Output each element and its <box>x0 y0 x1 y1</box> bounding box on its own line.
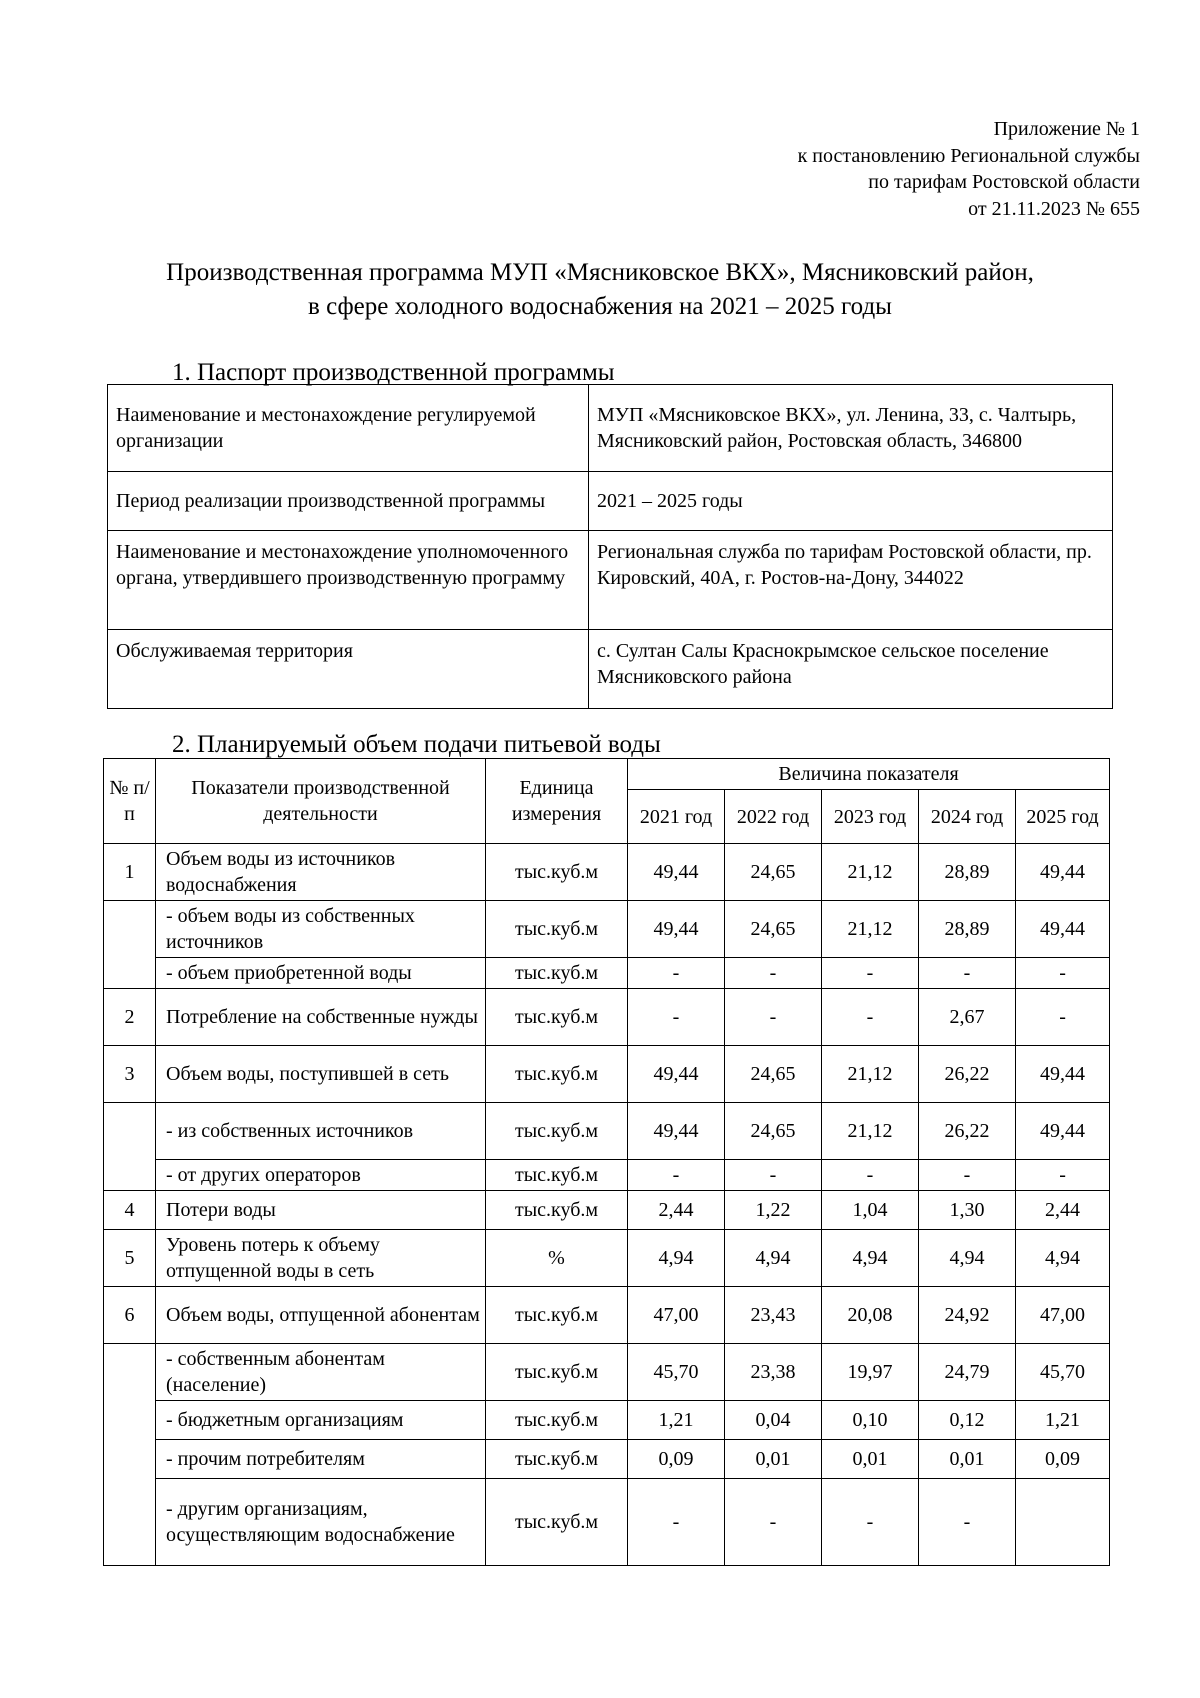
passport-label: Обслуживаемая территория <box>108 630 589 709</box>
row-value: - <box>725 958 822 989</box>
row-value: - <box>725 1479 822 1566</box>
row-value: - <box>919 1160 1016 1191</box>
row-value: 0,04 <box>725 1401 822 1440</box>
row-unit: тыс.куб.м <box>486 1103 628 1160</box>
table-header-row <box>104 759 1110 790</box>
passport-table <box>107 384 1113 709</box>
header-year: 2025 год <box>1016 790 1110 844</box>
row-value: - <box>822 958 919 989</box>
document-title <box>90 256 1110 324</box>
passport-label: Наименование и местонахождение уполномоченного органа, утвердившего производственную программу <box>108 531 589 630</box>
row-value: 4,94 <box>725 1230 822 1287</box>
row-value: - <box>822 989 919 1046</box>
header-unit: Единица измерения <box>486 759 628 844</box>
water-volume-table <box>103 758 1110 1566</box>
row-value: 4,94 <box>628 1230 725 1287</box>
row-value: 24,65 <box>725 844 822 901</box>
row-value: 49,44 <box>1016 1046 1110 1103</box>
row-indicator: - другим организациям, осуществляющим водоснабжение <box>156 1479 486 1566</box>
row-value: 49,44 <box>628 1046 725 1103</box>
row-num <box>104 1103 156 1160</box>
row-value: - <box>628 958 725 989</box>
row-value: - <box>1016 1160 1110 1191</box>
row-num <box>104 958 156 989</box>
row-num <box>104 1440 156 1479</box>
row-value: - <box>919 958 1016 989</box>
row-unit: тыс.куб.м <box>486 1191 628 1230</box>
row-unit: тыс.куб.м <box>486 1479 628 1566</box>
table-row <box>104 1191 1110 1230</box>
row-num: 4 <box>104 1191 156 1230</box>
appendix-header <box>798 116 1140 222</box>
row-value: - <box>725 989 822 1046</box>
row-num <box>104 1344 156 1401</box>
table-row <box>108 472 1113 531</box>
row-value: - <box>628 1160 725 1191</box>
row-indicator: - бюджетным организациям <box>156 1401 486 1440</box>
row-indicator: - собственным абонентам (население) <box>156 1344 486 1401</box>
row-value: 45,70 <box>628 1344 725 1401</box>
row-value: 2,67 <box>919 989 1016 1046</box>
row-value: 49,44 <box>1016 844 1110 901</box>
row-value: 47,00 <box>1016 1287 1110 1344</box>
row-num: 2 <box>104 989 156 1046</box>
row-num: 1 <box>104 844 156 901</box>
table-row <box>104 1230 1110 1287</box>
row-value: 1,30 <box>919 1191 1016 1230</box>
title-line: Производственная программа МУП «Мясниковское ВКХ», Мясниковский район, <box>166 259 1034 286</box>
row-unit: тыс.куб.м <box>486 1344 628 1401</box>
row-value: 24,92 <box>919 1287 1016 1344</box>
header-value-group: Величина показателя <box>628 759 1110 790</box>
row-num: 3 <box>104 1046 156 1103</box>
header-num: № п/ п <box>104 759 156 844</box>
row-indicator: - объем приобретенной воды <box>156 958 486 989</box>
row-value: 0,09 <box>628 1440 725 1479</box>
row-value: 23,43 <box>725 1287 822 1344</box>
table-row <box>108 630 1113 709</box>
row-indicator: - прочим потребителям <box>156 1440 486 1479</box>
table-row <box>104 1103 1110 1160</box>
row-value: 0,12 <box>919 1401 1016 1440</box>
row-value: 49,44 <box>628 1103 725 1160</box>
row-unit: тыс.куб.м <box>486 1401 628 1440</box>
row-value: 0,10 <box>822 1401 919 1440</box>
row-indicator: - от других операторов <box>156 1160 486 1191</box>
row-indicator: Потребление на собственные нужды <box>156 989 486 1046</box>
appendix-line: от 21.11.2023 № 655 <box>968 197 1140 220</box>
table-row <box>104 958 1110 989</box>
row-unit: тыс.куб.м <box>486 901 628 958</box>
row-indicator: - объем воды из собственных источников <box>156 901 486 958</box>
row-value: 0,01 <box>822 1440 919 1479</box>
row-value: - <box>628 989 725 1046</box>
table-row <box>104 1046 1110 1103</box>
row-value: - <box>1016 958 1110 989</box>
header-indicator: Показатели производственной деятельности <box>156 759 486 844</box>
passport-value: с. Султан Салы Краснокрымское сельское поселение Мясниковского района <box>589 630 1113 709</box>
header-year: 2023 год <box>822 790 919 844</box>
appendix-line: к постановлению Региональной службы <box>797 144 1140 167</box>
row-value: 4,94 <box>919 1230 1016 1287</box>
row-unit: тыс.куб.м <box>486 1440 628 1479</box>
row-num: 5 <box>104 1230 156 1287</box>
row-value: 23,38 <box>725 1344 822 1401</box>
table-row <box>104 844 1110 901</box>
row-unit: тыс.куб.м <box>486 1160 628 1191</box>
row-value: 0,09 <box>1016 1440 1110 1479</box>
row-unit: тыс.куб.м <box>486 844 628 901</box>
row-value: 49,44 <box>628 844 725 901</box>
row-num <box>104 901 156 958</box>
row-value: - <box>822 1160 919 1191</box>
row-value: 21,12 <box>822 901 919 958</box>
row-value: 1,21 <box>1016 1401 1110 1440</box>
row-indicator: Объем воды, отпущенной абонентам <box>156 1287 486 1344</box>
row-indicator: - из собственных источников <box>156 1103 486 1160</box>
row-value: 1,04 <box>822 1191 919 1230</box>
row-value: 4,94 <box>822 1230 919 1287</box>
table-row <box>108 531 1113 630</box>
row-value: 28,89 <box>919 844 1016 901</box>
passport-label: Наименование и местонахождение регулируемой организации <box>108 385 589 472</box>
row-value: - <box>1016 989 1110 1046</box>
row-value: - <box>822 1479 919 1566</box>
table-row <box>108 385 1113 472</box>
row-value: 20,08 <box>822 1287 919 1344</box>
row-value: 2,44 <box>1016 1191 1110 1230</box>
table-row <box>104 1401 1110 1440</box>
row-value: 26,22 <box>919 1103 1016 1160</box>
table-row <box>104 1440 1110 1479</box>
table-row <box>104 989 1110 1046</box>
row-value: - <box>725 1160 822 1191</box>
row-value: 0,01 <box>919 1440 1016 1479</box>
row-value: 49,44 <box>628 901 725 958</box>
row-value: 2,44 <box>628 1191 725 1230</box>
passport-value: МУП «Мясниковское ВКХ», ул. Ленина, 33, с. Чалтырь, Мясниковский район, Ростовская область, 346800 <box>589 385 1113 472</box>
header-year: 2024 год <box>919 790 1016 844</box>
row-value: 21,12 <box>822 844 919 901</box>
row-value: - <box>919 1479 1016 1566</box>
row-value: 24,65 <box>725 1046 822 1103</box>
passport-value: Региональная служба по тарифам Ростовской области, пр. Кировский, 40А, г. Ростов-на-Дону, 344022 <box>589 531 1113 630</box>
row-value: 19,97 <box>822 1344 919 1401</box>
row-value <box>1016 1479 1110 1566</box>
row-indicator: Объем воды, поступившей в сеть <box>156 1046 486 1103</box>
row-value: 21,12 <box>822 1103 919 1160</box>
row-unit: % <box>486 1230 628 1287</box>
row-value: 28,89 <box>919 901 1016 958</box>
table-row <box>104 1287 1110 1344</box>
section-2-heading: 2. Планируемый объем подачи питьевой воды <box>172 731 661 758</box>
row-num <box>104 1160 156 1191</box>
row-value: 21,12 <box>822 1046 919 1103</box>
row-unit: тыс.куб.м <box>486 989 628 1046</box>
row-indicator: Потери воды <box>156 1191 486 1230</box>
section-1-heading: 1. Паспорт производственной программы <box>172 359 615 386</box>
row-unit: тыс.куб.м <box>486 1287 628 1344</box>
row-value: 49,44 <box>1016 1103 1110 1160</box>
row-value: 24,65 <box>725 1103 822 1160</box>
row-value: 1,21 <box>628 1401 725 1440</box>
passport-label: Период реализации производственной программы <box>108 472 589 531</box>
title-line: в сфере холодного водоснабжения на 2021 – 2025 годы <box>308 293 892 320</box>
header-year: 2022 год <box>725 790 822 844</box>
row-num <box>104 1479 156 1566</box>
table-row <box>104 901 1110 958</box>
row-value: 1,22 <box>725 1191 822 1230</box>
table-row <box>104 1344 1110 1401</box>
header-year: 2021 год <box>628 790 725 844</box>
row-indicator: Уровень потерь к объему отпущенной воды в сеть <box>156 1230 486 1287</box>
row-unit: тыс.куб.м <box>486 1046 628 1103</box>
passport-value: 2021 – 2025 годы <box>589 472 1113 531</box>
row-value: 45,70 <box>1016 1344 1110 1401</box>
row-value: - <box>628 1479 725 1566</box>
row-value: 24,79 <box>919 1344 1016 1401</box>
row-num: 6 <box>104 1287 156 1344</box>
row-value: 26,22 <box>919 1046 1016 1103</box>
row-value: 0,01 <box>725 1440 822 1479</box>
row-value: 4,94 <box>1016 1230 1110 1287</box>
table-row <box>104 1479 1110 1566</box>
appendix-line: Приложение № 1 <box>993 118 1140 140</box>
row-unit: тыс.куб.м <box>486 958 628 989</box>
appendix-line: по тарифам Ростовской области <box>868 171 1140 193</box>
row-value: 49,44 <box>1016 901 1110 958</box>
row-num <box>104 1401 156 1440</box>
table-row <box>104 1160 1110 1191</box>
row-value: 24,65 <box>725 901 822 958</box>
row-indicator: Объем воды из источников водоснабжения <box>156 844 486 901</box>
row-value: 47,00 <box>628 1287 725 1344</box>
